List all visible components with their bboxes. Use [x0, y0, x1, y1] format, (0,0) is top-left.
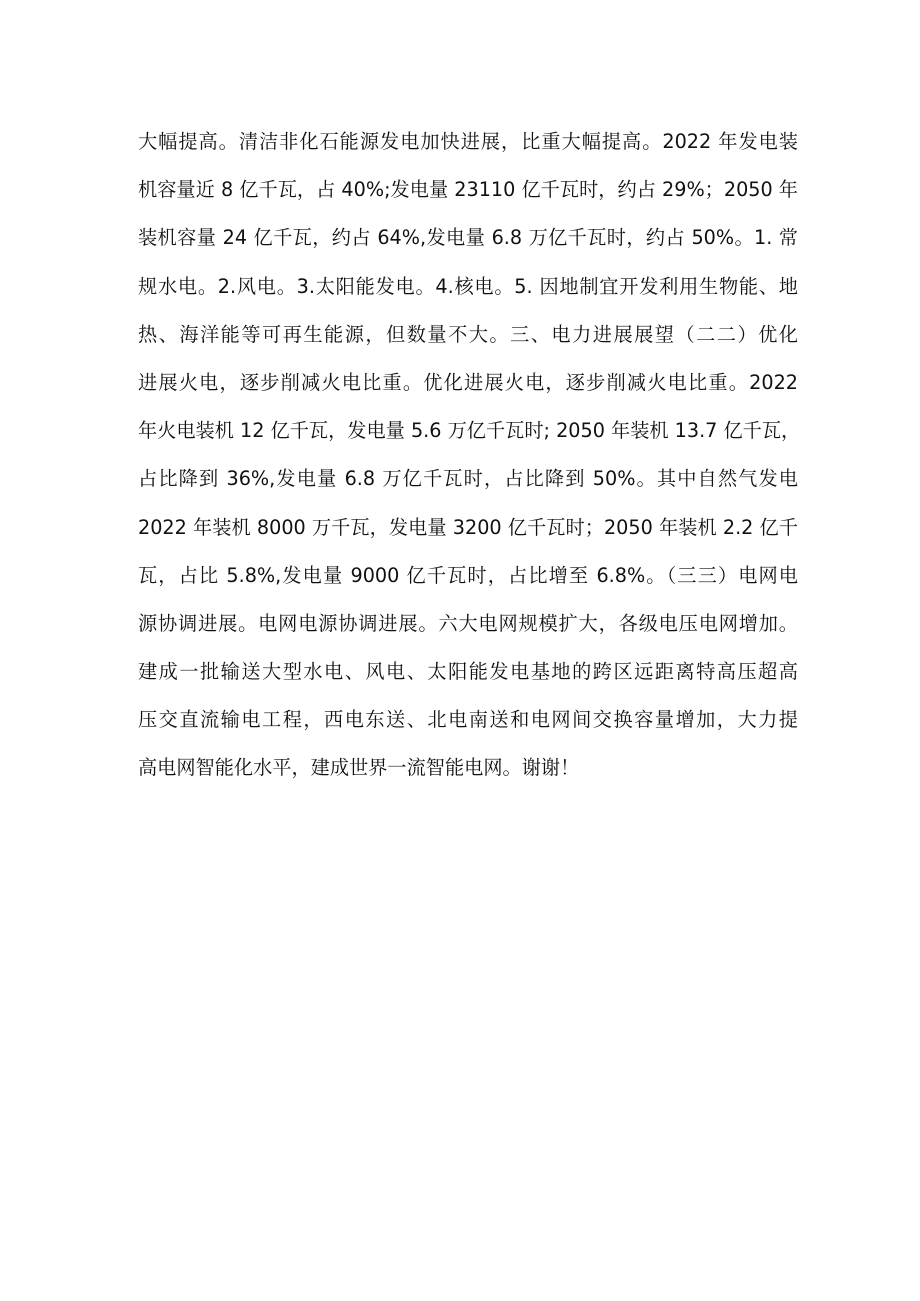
text-line: 压交直流输电工程，西电东送、北电南送和电网间交换容量增加，大力提 [138, 708, 798, 732]
body-paragraph [138, 118, 801, 793]
text-line: 瓦，占比 5.8%,发电量 9000 亿千瓦时，占比增至 6.8%。（三三）电网电 [138, 563, 798, 587]
text-line: 源协调进展。电网电源协调进展。六大电网规模扩大，各级电压电网增加。 [138, 611, 798, 635]
text-line: 占比降到 36%,发电量 6.8 万亿千瓦时，占比降到 50%。其中自然气发电 [138, 467, 798, 491]
text-line: 建成一批输送大型水电、风电、太阳能发电基地的跨区远距离特高压超高 [138, 660, 798, 684]
text-line: 机容量近 8 亿千瓦，占 40%;发电量 23110 亿千瓦时，约占 29%；2050 年 [138, 178, 798, 202]
text-line: 大幅提高。清洁非化石能源发电加快进展，比重大幅提高。2022 年发电装 [138, 130, 798, 153]
text-line: 装机容量 24 亿千瓦，约占 64%,发电量 6.8 万亿千瓦时，约占 50%。1. 常 [138, 226, 798, 250]
text-line: 高电网智能化水平，建成世界一流智能电网。谢谢！ [138, 756, 580, 780]
text-line: 2022 年装机 8000 万千瓦，发电量 3200 亿千瓦时；2050 年装机 2.2 亿千 [138, 515, 798, 539]
text-line: 规水电。2.风电。3.太阳能发电。4.核电。5. 因地制宜开发利用生物能、地 [138, 274, 798, 298]
text-line: 热、海洋能等可再生能源，但数量不大。三、电力进展展望（二二）优化 [138, 322, 798, 346]
text-line: 进展火电，逐步削减火电比重。优化进展火电，逐步削减火电比重。2022 [138, 370, 798, 394]
text-line: 年火电装机 12 亿千瓦，发电量 5.6 万亿千瓦时; 2050 年装机 13.7 亿千瓦， [138, 419, 801, 443]
